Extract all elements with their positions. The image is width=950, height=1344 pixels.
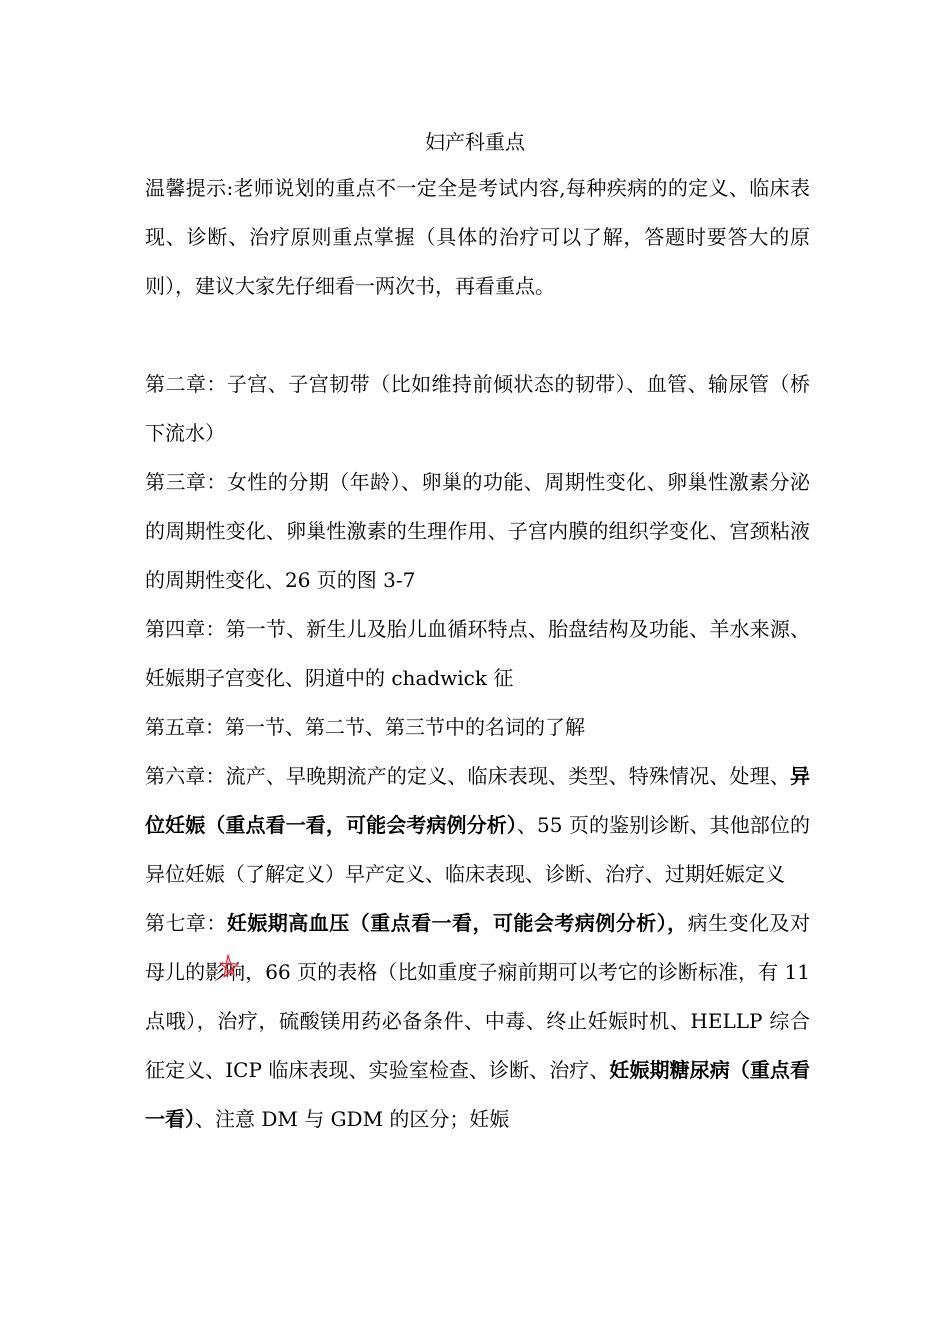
chapter-2-paragraph: 第二章：子宫、子宫韧带（比如维持前倾状态的韧带）、血管、输尿管（桥下流水） — [145, 372, 810, 445]
chapter-3-paragraph: 第三章：女性的分期（年龄）、卵巢的功能、周期性变化、卵巢性激素分泌的周期性变化、卵巢性激素的生理作用、子宫内膜的组织学变化、宫颈粘液的周期性变化、26 页的图 3-7 — [145, 470, 810, 592]
chapter-7-text-c: 病生变化及对母儿的影响，66 页的表格（比如重度子痫前期可以考它的诊断标准，有 11 点哦），治疗，硫酸镁用药必备条件、中毒、终止妊娠时机、HELLP 综合征定义、ICP 临床表现、实验室检查、诊断、治疗、 — [145, 911, 810, 1082]
chapter-6-paragraph — [145, 752, 810, 899]
chapter-7-highlight-2: 妊娠期糖尿病（重点看一看） — [145, 1058, 810, 1131]
handwritten-star-icon — [217, 952, 241, 978]
page-title: 妇产科重点 — [425, 130, 525, 154]
chapter-4-paragraph: 第四章：第一节、新生儿及胎儿血循环特点、胎盘结构及功能、羊水来源、妊娠期子宫变化、阴道中的 chadwick 征 — [145, 617, 810, 690]
chapter-7-highlight-1: 妊娠期高血压（重点看一看，可能会考病例分析）， — [226, 911, 688, 935]
chapter-6-text-c: 、55 页的鉴别诊断、其他部位的异位妊娠（了解定义）早产定义、临床表现、诊断、治疗、过期妊娠定义 — [145, 813, 811, 886]
chapter-6-highlight: 异位妊娠（重点看一看，可能会考病例分析） — [145, 764, 810, 837]
intro-paragraph: 温馨提示:老师说划的重点不一定全是考试内容,每种疾病的的定义、临床表现、诊断、治疗原则重点掌握（具体的治疗可以了解，答题时要答大的原则），建议大家先仔细看一两次书，再看重点。 — [145, 176, 810, 298]
chapter-5-paragraph: 第五章：第一节、第二节、第三节中的名词的了解 — [145, 715, 585, 739]
star-icon-svg — [217, 952, 241, 978]
chapter-7-paragraph — [145, 899, 810, 1144]
document-body — [145, 164, 810, 1144]
chapter-6-text-a: 第六章：流产、早晚期流产的定义、临床表现、类型、特殊情况、处理、 — [145, 764, 790, 788]
paragraph-spacer — [145, 311, 810, 360]
chapter-7-text-a: 第七章： — [145, 911, 227, 935]
chapter-7-text-e: 、注意 DM 与 GDM 的区分；妊娠 — [195, 1107, 510, 1131]
